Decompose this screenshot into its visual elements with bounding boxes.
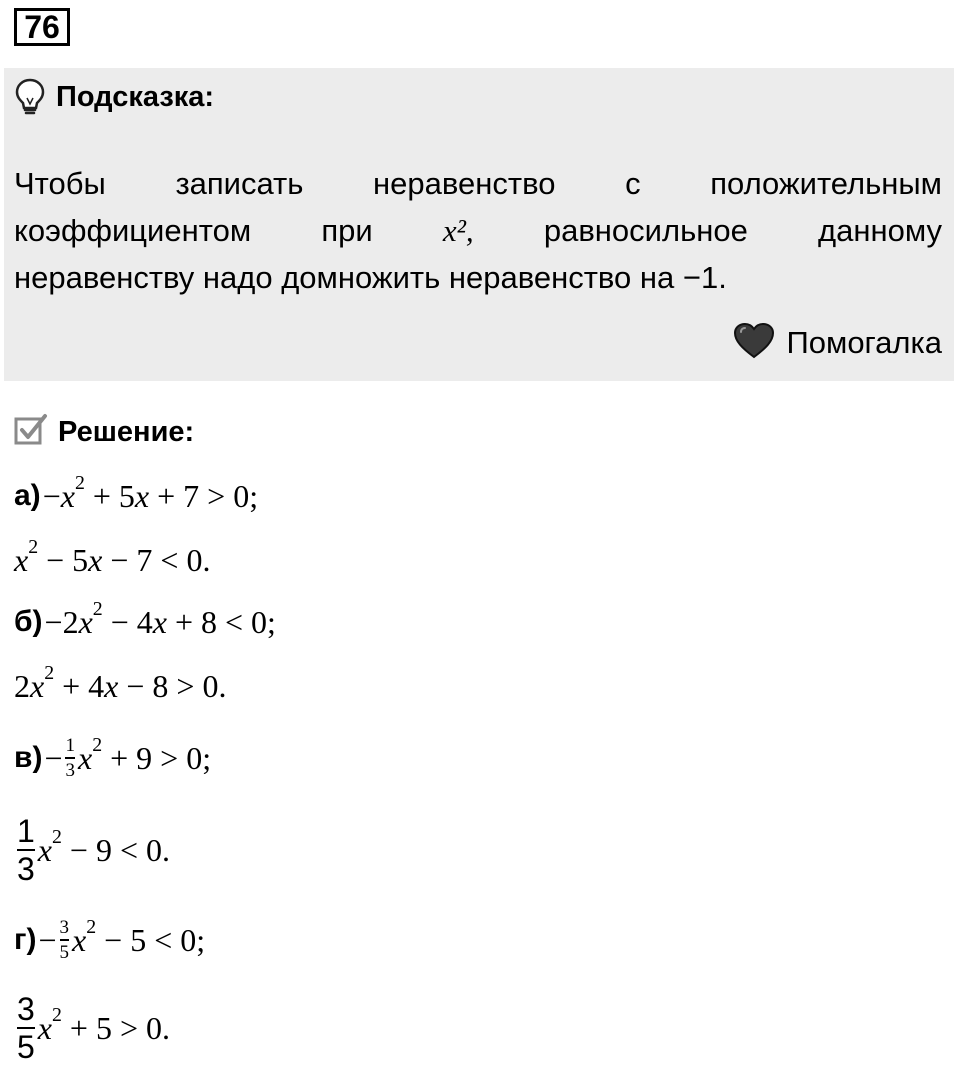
hint-line-1: Чтобы записать неравенство с положительным — [14, 166, 942, 201]
checkbox-icon — [14, 413, 48, 452]
solution-line-b1: б) $-2x^2 - 4x + 8 < 0$; — [14, 597, 276, 640]
solution-line-a1: а) $-x^2 + 5x + 7 > 0$; — [14, 471, 259, 514]
lightbulb-icon — [14, 78, 46, 116]
hint-title: Подсказка: — [56, 81, 215, 113]
hint-header — [14, 78, 214, 116]
solution-line-b2: $2x^2 + 4x - 8 > 0$. — [14, 661, 227, 704]
fraction: $\frac{3}{5}$ — [59, 917, 70, 963]
helper-label: Помогалка — [786, 325, 942, 360]
solution-line-g1: г) − $\frac{3}{5}$ $x^2 - 5 < 0$; — [14, 915, 206, 963]
hint-text — [14, 160, 942, 301]
solution-title: Решение: — [58, 416, 195, 448]
fraction: $\frac{3}{5}$ — [17, 991, 35, 1065]
hint-line-3: неравенству надо домножить неравенство на −1. — [14, 260, 727, 295]
solution-line-v1: в) − $\frac{1}{3}$ $x^2 + 9 > 0$; — [14, 733, 212, 781]
fraction: $\frac{1}{3}$ — [65, 735, 75, 781]
solution-line-a2: $x^2 - 5x - 7 < 0$. — [14, 535, 211, 578]
solution-header — [14, 412, 194, 452]
solution-line-v2: $\frac{1}{3}$ $x^2 - 9 < 0$. — [17, 813, 171, 887]
solution-line-g2: $\frac{3}{5}$ $x^2 + 5 > 0$. — [17, 991, 171, 1065]
hint-line-2: коэффициентом при x², равносильное данному — [14, 213, 942, 248]
fraction: $\frac{1}{3}$ — [17, 813, 35, 887]
task-number: 76 — [14, 8, 70, 46]
helper-badge — [732, 322, 942, 364]
heart-icon — [732, 322, 776, 365]
